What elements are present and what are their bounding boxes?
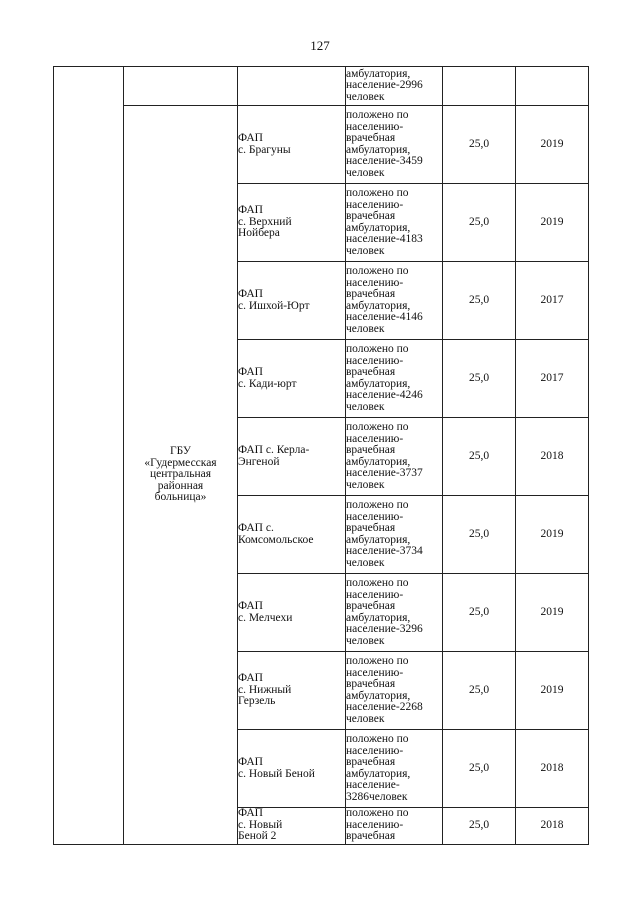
- fap-name-line: с. Верхний: [238, 215, 292, 228]
- description-cell: [346, 262, 443, 340]
- fap-name-line: с. Новый Беной: [238, 767, 315, 780]
- fap-name-line: Комсомольское: [238, 533, 314, 546]
- table-cell-empty: [238, 67, 346, 106]
- description-line: положено по: [346, 421, 409, 433]
- description-line: врачебная: [346, 444, 396, 456]
- description-cell: [346, 340, 443, 418]
- fap-name-cell: [238, 574, 346, 652]
- description-line: человек: [346, 244, 385, 257]
- fap-name-line: с. Ишхой-Юрт: [238, 299, 310, 312]
- description-line: положено по: [346, 577, 409, 589]
- fap-name-cell: [238, 106, 346, 184]
- organization-line: больница»: [154, 491, 207, 504]
- table-cell-empty: [516, 67, 589, 106]
- description-line: положено по: [346, 109, 409, 121]
- organization-line: районная: [157, 479, 204, 492]
- description-line: положено по: [346, 655, 409, 667]
- facility-table: [53, 66, 589, 845]
- description-line: амбулатория,: [346, 533, 411, 546]
- description-line: населению-: [346, 276, 404, 289]
- value-cell: 25,0: [443, 262, 516, 340]
- description-line: человек: [346, 90, 385, 103]
- fap-name-line: ФАП: [238, 288, 263, 300]
- description-cell: [346, 67, 443, 106]
- fap-name-line: с. Кади-юрт: [238, 377, 297, 390]
- table-row: [54, 106, 589, 184]
- fap-name-line: с. Нижный: [238, 683, 292, 696]
- year-cell: 2018: [516, 418, 589, 496]
- description-line: населению-: [346, 588, 404, 601]
- description-line: человек: [346, 556, 385, 569]
- description-line: амбулатория,: [346, 377, 411, 390]
- value-cell: 25,0: [443, 496, 516, 574]
- description-line: население-3737: [346, 467, 423, 479]
- description-line: человек: [346, 634, 385, 647]
- organization-cell: [124, 106, 238, 845]
- fap-name-line: Беной 2: [238, 830, 277, 842]
- value-cell: 25,0: [443, 418, 516, 496]
- fap-name-line: ФАП: [238, 672, 263, 685]
- year-cell: 2019: [516, 106, 589, 184]
- description-line: население-3459: [346, 155, 423, 167]
- year-cell: 2019: [516, 574, 589, 652]
- description-line: населению-: [346, 198, 404, 211]
- description-line: врачебная: [346, 678, 396, 690]
- description-line: положено по: [346, 733, 409, 745]
- fap-name-cell: [238, 184, 346, 262]
- description-line: населению-: [346, 744, 404, 757]
- description-line: население-: [346, 779, 400, 791]
- organization-line: «Гудермесская: [144, 456, 217, 469]
- description-line: положено по: [346, 187, 409, 199]
- table-cell-empty: [54, 67, 124, 845]
- description-cell: [346, 418, 443, 496]
- description-line: население-4183: [346, 233, 423, 245]
- description-line: положено по: [346, 807, 409, 819]
- year-cell: 2019: [516, 652, 589, 730]
- value-cell: 25,0: [443, 730, 516, 808]
- description-line: человек: [346, 400, 385, 413]
- fap-name-line: ФАП: [238, 600, 263, 612]
- year-cell: 2019: [516, 184, 589, 262]
- fap-name-cell: [238, 730, 346, 808]
- description-line: врачебная: [346, 210, 396, 222]
- description-line: врачебная: [346, 132, 396, 144]
- description-cell: [346, 184, 443, 262]
- description-line: врачебная: [346, 288, 396, 300]
- description-cell: [346, 496, 443, 574]
- organization-line: центральная: [149, 468, 212, 481]
- fap-name-cell: [238, 808, 346, 845]
- fap-name-cell: [238, 496, 346, 574]
- fap-name-cell: [238, 418, 346, 496]
- description-line: человек: [346, 166, 385, 179]
- description-line: населению-: [346, 432, 404, 445]
- description-line: положено по: [346, 343, 409, 355]
- year-cell: 2018: [516, 808, 589, 845]
- value-cell: 25,0: [443, 106, 516, 184]
- fap-name-line: ФАП: [238, 807, 263, 819]
- description-line: человек: [346, 478, 385, 491]
- description-cell: [346, 808, 443, 845]
- fap-name-line: ФАП с. Керла-: [238, 444, 310, 456]
- fap-name-cell: [238, 262, 346, 340]
- description-line: амбулатория,: [346, 299, 411, 312]
- year-cell: 2017: [516, 340, 589, 418]
- description-line: амбулатория,: [346, 67, 411, 80]
- description-line: амбулатория,: [346, 143, 411, 156]
- description-line: положено по: [346, 265, 409, 277]
- description-line: положено по: [346, 499, 409, 511]
- value-cell: 25,0: [443, 808, 516, 845]
- description-cell: [346, 574, 443, 652]
- year-cell: 2017: [516, 262, 589, 340]
- description-line: врачебная: [346, 830, 396, 842]
- description-line: амбулатория,: [346, 221, 411, 234]
- year-cell: 2019: [516, 496, 589, 574]
- description-line: население-2268: [346, 701, 423, 713]
- table-cell-empty: [124, 67, 238, 106]
- fap-name-line: с. Брагуны: [238, 143, 291, 156]
- value-cell: 25,0: [443, 340, 516, 418]
- description-line: населению-: [346, 354, 404, 367]
- fap-name-line: Герзель: [238, 695, 276, 708]
- description-line: население-4146: [346, 311, 423, 323]
- fap-name-cell: [238, 340, 346, 418]
- description-cell: [346, 652, 443, 730]
- fap-name-line: ФАП: [238, 132, 263, 144]
- value-cell: 25,0: [443, 652, 516, 730]
- fap-name-line: с. Мелчехи: [238, 611, 293, 624]
- fap-name-line: с. Новый: [238, 818, 283, 831]
- description-line: врачебная: [346, 756, 396, 768]
- fap-name-cell: [238, 652, 346, 730]
- description-line: амбулатория,: [346, 767, 411, 780]
- table-row-continued: [54, 67, 589, 106]
- fap-name-line: ФАП: [238, 756, 263, 768]
- year-cell: 2018: [516, 730, 589, 808]
- description-line: население-3734: [346, 545, 423, 557]
- fap-name-line: ФАП: [238, 366, 263, 378]
- description-cell: [346, 106, 443, 184]
- description-line: населению-: [346, 120, 404, 133]
- description-line: население-2996: [346, 79, 423, 92]
- description-line: врачебная: [346, 366, 396, 378]
- description-line: 3286человек: [346, 790, 408, 803]
- description-line: амбулатория,: [346, 611, 411, 624]
- organization-line: ГБУ: [170, 445, 191, 458]
- fap-name-line: Нойбера: [238, 227, 280, 240]
- description-line: население-3296: [346, 623, 423, 635]
- description-line: амбулатория,: [346, 455, 411, 468]
- description-line: населению-: [346, 818, 404, 831]
- description-line: население-4246: [346, 389, 423, 401]
- description-line: врачебная: [346, 600, 396, 612]
- table-cell-empty: [443, 67, 516, 106]
- description-line: амбулатория,: [346, 689, 411, 702]
- fap-name-line: ФАП с.: [238, 522, 274, 534]
- value-cell: 25,0: [443, 184, 516, 262]
- description-line: населению-: [346, 666, 404, 679]
- description-cell: [346, 730, 443, 808]
- fap-name-line: Энгеной: [238, 455, 280, 468]
- description-line: врачебная: [346, 522, 396, 534]
- page-number: 127: [310, 38, 330, 53]
- description-line: человек: [346, 322, 385, 335]
- value-cell: 25,0: [443, 574, 516, 652]
- description-line: человек: [346, 712, 385, 725]
- description-line: населению-: [346, 510, 404, 523]
- fap-name-line: ФАП: [238, 204, 263, 217]
